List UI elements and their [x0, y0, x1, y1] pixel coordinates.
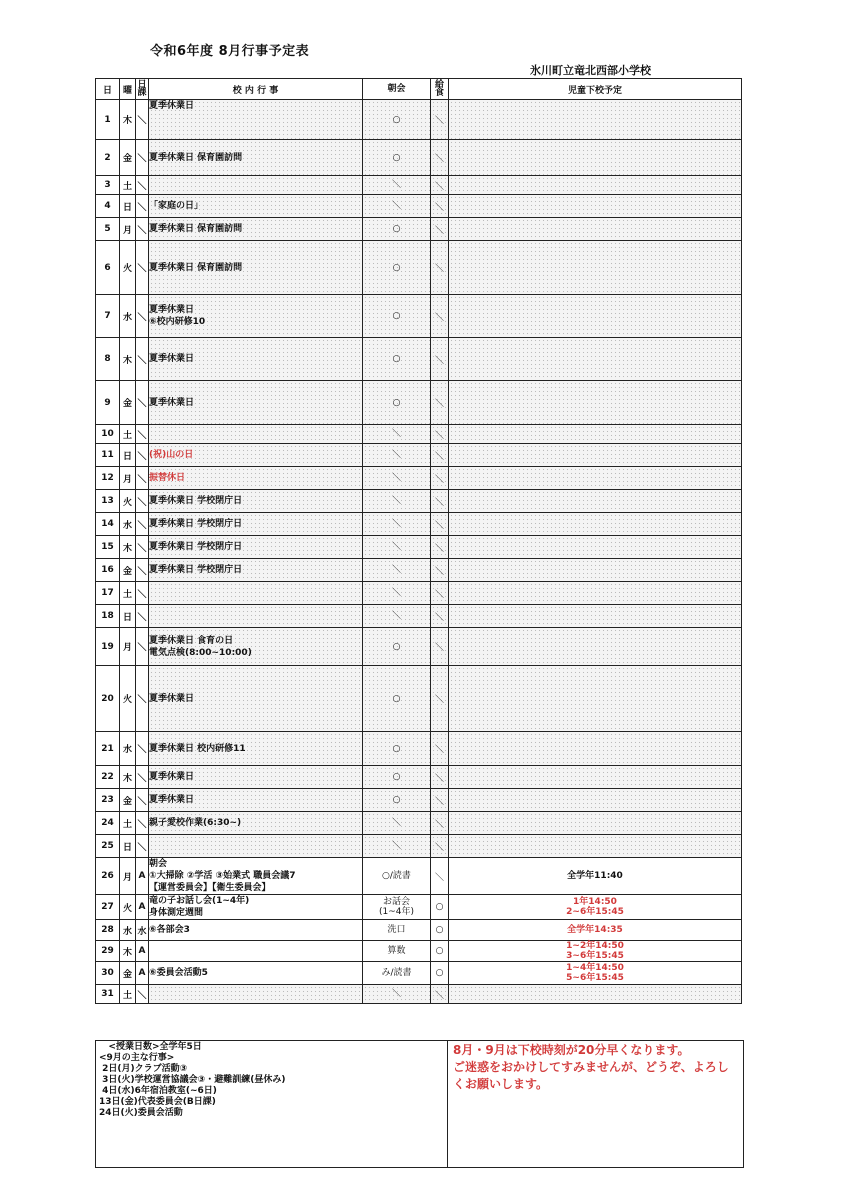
weekday-cell: 月 [120, 628, 136, 666]
table-row [96, 241, 742, 295]
dismissal-cell: 全学年11:40 [449, 858, 742, 895]
period-cell: ＼ [136, 628, 149, 666]
events-cell: 夏季休業日 [149, 338, 363, 381]
morning-cell: ＼ [363, 490, 431, 513]
weekday-cell: 木 [120, 100, 136, 140]
lunch-cell: ＼ [431, 766, 449, 789]
day-cell: 27 [96, 895, 120, 920]
period-cell: ＼ [136, 444, 149, 467]
events-cell: 夏季休業日 [149, 666, 363, 732]
period-cell: A [136, 941, 149, 962]
day-cell: 16 [96, 559, 120, 582]
dismissal-cell [449, 381, 742, 425]
lunch-cell: ＼ [431, 666, 449, 732]
notes-left-line: 4日(水)6年宿泊教室(~6日) [99, 1086, 217, 1096]
lunch-cell: ＼ [431, 559, 449, 582]
lunch-cell: ＼ [431, 425, 449, 444]
events-cell [149, 941, 363, 962]
day-cell: 8 [96, 338, 120, 381]
lunch-cell: ＼ [431, 218, 449, 241]
dismissal-cell [449, 536, 742, 559]
lunch-cell: ＼ [431, 985, 449, 1004]
table-row [96, 338, 742, 381]
lunch-cell: ＼ [431, 100, 449, 140]
period-cell: ＼ [136, 490, 149, 513]
weekday-cell: 木 [120, 766, 136, 789]
table-row [96, 218, 742, 241]
dismissal-cell [449, 812, 742, 835]
period-cell: A [136, 895, 149, 920]
period-cell: ＼ [136, 985, 149, 1004]
morning-cell: ＼ [363, 425, 431, 444]
period-cell: ＼ [136, 812, 149, 835]
lunch-cell: ○ [431, 895, 449, 920]
weekday-cell: 水 [120, 295, 136, 338]
events-cell: 竜の子お話し会(1~4年) 身体測定週間 [149, 895, 363, 920]
period-cell: 水 [136, 920, 149, 941]
day-cell: 18 [96, 605, 120, 628]
dismissal-notice [448, 1041, 743, 1167]
weekday-cell: 木 [120, 941, 136, 962]
table-row [96, 559, 742, 582]
notes-box [95, 1040, 744, 1168]
period-cell: ＼ [136, 582, 149, 605]
table-row [96, 176, 742, 195]
events-cell [149, 835, 363, 858]
notice-line: くお願いします。 [453, 1077, 549, 1091]
notes-left-line: 13日(金)代表委員会(B日課) [99, 1097, 216, 1107]
table-row [96, 140, 742, 176]
events-cell: 夏季休業日 [149, 766, 363, 789]
table-row [96, 605, 742, 628]
day-cell: 23 [96, 789, 120, 812]
table-row [96, 789, 742, 812]
events-cell [149, 582, 363, 605]
morning-cell: ＼ [363, 559, 431, 582]
dismissal-cell: 1年14:50 2~6年15:45 [449, 895, 742, 920]
morning-cell: ○ [363, 766, 431, 789]
weekday-cell: 火 [120, 666, 136, 732]
table-row [96, 295, 742, 338]
table-row [96, 835, 742, 858]
period-cell: ＼ [136, 100, 149, 140]
period-cell: ＼ [136, 536, 149, 559]
notice-line: ご迷惑をおかけしてすみませんが、どうぞ、よろし [453, 1060, 729, 1074]
dismissal-cell [449, 140, 742, 176]
events-cell: 夏季休業日 学校閉庁日 [149, 490, 363, 513]
morning-cell: ＼ [363, 985, 431, 1004]
morning-cell: ＼ [363, 444, 431, 467]
dismissal-cell [449, 195, 742, 218]
table-header-row [96, 79, 742, 100]
lunch-cell: ＼ [431, 513, 449, 536]
header-events: 校 内 行 事 [149, 79, 363, 100]
period-cell: ＼ [136, 766, 149, 789]
morning-cell: ○ [363, 218, 431, 241]
events-cell: 夏季休業日 [149, 381, 363, 425]
lunch-cell: ＼ [431, 605, 449, 628]
lunch-cell: ＼ [431, 582, 449, 605]
table-row [96, 858, 742, 895]
events-cell: 夏季休業日 校内研修11 [149, 732, 363, 766]
weekday-cell: 木 [120, 536, 136, 559]
dismissal-cell [449, 295, 742, 338]
table-row [96, 766, 742, 789]
weekday-cell: 日 [120, 444, 136, 467]
day-cell: 28 [96, 920, 120, 941]
morning-cell: ○ [363, 338, 431, 381]
lunch-cell: ＼ [431, 241, 449, 295]
day-cell: 12 [96, 467, 120, 490]
table-row [96, 941, 742, 962]
events-cell: 夏季休業日 保育園訪問 [149, 241, 363, 295]
lunch-cell: ＼ [431, 789, 449, 812]
weekday-cell: 月 [120, 858, 136, 895]
table-row [96, 425, 742, 444]
morning-cell: ＼ [363, 835, 431, 858]
dismissal-cell [449, 628, 742, 666]
lunch-cell: ＼ [431, 176, 449, 195]
morning-cell: ○ [363, 628, 431, 666]
september-events-notes [96, 1041, 448, 1167]
dismissal-cell [449, 666, 742, 732]
events-cell [149, 985, 363, 1004]
day-cell: 10 [96, 425, 120, 444]
events-cell: 夏季休業日 学校閉庁日 [149, 559, 363, 582]
notes-left-line: <授業日数>全学年5日 [99, 1042, 202, 1052]
table-row [96, 962, 742, 985]
table-row [96, 490, 742, 513]
dismissal-cell [449, 241, 742, 295]
period-cell: A [136, 858, 149, 895]
morning-cell: ○ [363, 666, 431, 732]
day-cell: 30 [96, 962, 120, 985]
day-cell: 7 [96, 295, 120, 338]
dismissal-cell: 1~4年14:50 5~6年15:45 [449, 962, 742, 985]
weekday-cell: 土 [120, 582, 136, 605]
morning-cell: み/読書 [363, 962, 431, 985]
events-cell [149, 425, 363, 444]
lunch-cell: ＼ [431, 490, 449, 513]
lunch-cell: ＼ [431, 195, 449, 218]
morning-cell: ＼ [363, 467, 431, 490]
day-cell: 3 [96, 176, 120, 195]
notes-left-line: 2日(月)クラブ活動③ [99, 1064, 188, 1074]
morning-cell: お話会 (1~4年) [363, 895, 431, 920]
weekday-cell: 日 [120, 835, 136, 858]
weekday-cell: 火 [120, 895, 136, 920]
weekday-cell: 金 [120, 140, 136, 176]
day-cell: 31 [96, 985, 120, 1004]
morning-cell: ＼ [363, 513, 431, 536]
dismissal-cell: 全学年14:35 [449, 920, 742, 941]
lunch-cell: ○ [431, 941, 449, 962]
period-cell: ＼ [136, 467, 149, 490]
events-cell: 夏季休業日 学校閉庁日 [149, 536, 363, 559]
period-cell: ＼ [136, 241, 149, 295]
period-cell: ＼ [136, 835, 149, 858]
day-cell: 19 [96, 628, 120, 666]
morning-cell: 算数 [363, 941, 431, 962]
header-dismissal: 児童下校予定 [449, 79, 742, 100]
morning-cell: ○/読書 [363, 858, 431, 895]
weekday-cell: 金 [120, 381, 136, 425]
events-cell: 朝会 ①大掃除 ②学活 ③始業式 職員会議7 【運営委員会】【衛生委員会】 [149, 858, 363, 895]
table-row [96, 513, 742, 536]
day-cell: 24 [96, 812, 120, 835]
weekday-cell: 火 [120, 490, 136, 513]
lunch-cell: ＼ [431, 467, 449, 490]
events-cell: (祝)山の日 [149, 444, 363, 467]
events-cell: 親子愛校作業(6:30~) [149, 812, 363, 835]
events-cell: ⑥委員会活動5 [149, 962, 363, 985]
period-cell: A [136, 962, 149, 985]
morning-cell: ＼ [363, 195, 431, 218]
events-cell: ⑥各部会3 [149, 920, 363, 941]
period-cell: ＼ [136, 559, 149, 582]
lunch-cell: ＼ [431, 628, 449, 666]
weekday-cell: 土 [120, 425, 136, 444]
events-cell [149, 176, 363, 195]
weekday-cell: 土 [120, 176, 136, 195]
notes-left-line: 24日(火)委員会活動 [99, 1108, 183, 1118]
period-cell: ＼ [136, 218, 149, 241]
notice-line: 8月・9月は下校時刻が20分早くなります。 [453, 1043, 690, 1057]
dismissal-cell [449, 425, 742, 444]
period-cell: ＼ [136, 195, 149, 218]
header-period: 日課 [137, 80, 147, 98]
day-cell: 29 [96, 941, 120, 962]
events-cell [149, 605, 363, 628]
lunch-cell: ＼ [431, 812, 449, 835]
school-name: 氷川町立竜北西部小学校 [530, 64, 651, 77]
lunch-cell: ＼ [431, 536, 449, 559]
table-row [96, 444, 742, 467]
day-cell: 25 [96, 835, 120, 858]
day-cell: 13 [96, 490, 120, 513]
day-cell: 26 [96, 858, 120, 895]
table-row [96, 920, 742, 941]
dismissal-cell [449, 100, 742, 140]
weekday-cell: 金 [120, 559, 136, 582]
day-cell: 4 [96, 195, 120, 218]
notes-left-line: <9月の主な行事> [99, 1053, 175, 1063]
weekday-cell: 金 [120, 789, 136, 812]
morning-cell: ＼ [363, 812, 431, 835]
dismissal-cell [449, 559, 742, 582]
dismissal-cell [449, 513, 742, 536]
events-cell: 夏季休業日 [149, 789, 363, 812]
dismissal-cell [449, 766, 742, 789]
table-row [96, 582, 742, 605]
lunch-cell: ○ [431, 962, 449, 985]
events-cell: 振替休日 [149, 467, 363, 490]
day-cell: 14 [96, 513, 120, 536]
table-row [96, 195, 742, 218]
lunch-cell: ＼ [431, 140, 449, 176]
notes-left-line: 3日(火)学校運営協議会③・避難訓練(昼休み) [99, 1075, 286, 1085]
schedule-table [95, 78, 742, 1004]
table-row [96, 732, 742, 766]
lunch-cell: ＼ [431, 295, 449, 338]
lunch-cell: ＼ [431, 381, 449, 425]
page-title: 令和6年度 8月行事予定表 [150, 44, 310, 59]
header-day: 日 [96, 79, 120, 100]
table-row [96, 812, 742, 835]
table-row [96, 381, 742, 425]
dismissal-cell [449, 490, 742, 513]
period-cell: ＼ [136, 789, 149, 812]
weekday-cell: 水 [120, 513, 136, 536]
day-cell: 17 [96, 582, 120, 605]
period-cell: ＼ [136, 176, 149, 195]
dismissal-cell [449, 985, 742, 1004]
events-cell: 夏季休業日 [149, 100, 363, 140]
dismissal-cell [449, 467, 742, 490]
day-cell: 5 [96, 218, 120, 241]
period-cell: ＼ [136, 338, 149, 381]
day-cell: 2 [96, 140, 120, 176]
morning-cell: 洗口 [363, 920, 431, 941]
events-cell: 夏季休業日 保育園訪問 [149, 140, 363, 176]
dismissal-cell [449, 176, 742, 195]
weekday-cell: 月 [120, 218, 136, 241]
lunch-cell: ＼ [431, 444, 449, 467]
dismissal-cell [449, 218, 742, 241]
day-cell: 6 [96, 241, 120, 295]
weekday-cell: 水 [120, 732, 136, 766]
morning-cell: ＼ [363, 536, 431, 559]
events-cell: 夏季休業日 保育園訪問 [149, 218, 363, 241]
events-cell: 夏季休業日 食育の日 電気点検(8:00~10:00) [149, 628, 363, 666]
period-cell: ＼ [136, 140, 149, 176]
table-row [96, 985, 742, 1004]
header-morning: 朝会 [363, 79, 431, 100]
morning-cell: ＼ [363, 176, 431, 195]
morning-cell: ○ [363, 295, 431, 338]
weekday-cell: 火 [120, 241, 136, 295]
dismissal-cell [449, 789, 742, 812]
morning-cell: ＼ [363, 582, 431, 605]
weekday-cell: 木 [120, 338, 136, 381]
table-row [96, 666, 742, 732]
period-cell: ＼ [136, 605, 149, 628]
period-cell: ＼ [136, 425, 149, 444]
period-cell: ＼ [136, 381, 149, 425]
dismissal-cell [449, 338, 742, 381]
morning-cell: ○ [363, 100, 431, 140]
dismissal-cell: 1~2年14:50 3~6年15:45 [449, 941, 742, 962]
events-cell: 夏季休業日 ⑥校内研修10 [149, 295, 363, 338]
table-row [96, 536, 742, 559]
table-row [96, 100, 742, 140]
morning-cell: ○ [363, 789, 431, 812]
period-cell: ＼ [136, 666, 149, 732]
weekday-cell: 金 [120, 962, 136, 985]
header-weekday: 曜 [120, 79, 136, 100]
lunch-cell: ＼ [431, 732, 449, 766]
weekday-cell: 日 [120, 605, 136, 628]
day-cell: 20 [96, 666, 120, 732]
weekday-cell: 土 [120, 985, 136, 1004]
events-cell: 「家庭の日」 [149, 195, 363, 218]
day-cell: 15 [96, 536, 120, 559]
weekday-cell: 日 [120, 195, 136, 218]
period-cell: ＼ [136, 295, 149, 338]
period-cell: ＼ [136, 732, 149, 766]
table-row [96, 467, 742, 490]
weekday-cell: 月 [120, 467, 136, 490]
morning-cell: ○ [363, 381, 431, 425]
lunch-cell: ＼ [431, 338, 449, 381]
dismissal-cell [449, 732, 742, 766]
lunch-cell: ○ [431, 920, 449, 941]
header-lunch: 給食 [431, 79, 449, 100]
day-cell: 9 [96, 381, 120, 425]
morning-cell: ○ [363, 241, 431, 295]
table-row [96, 628, 742, 666]
weekday-cell: 水 [120, 920, 136, 941]
lunch-cell: ＼ [431, 835, 449, 858]
day-cell: 21 [96, 732, 120, 766]
weekday-cell: 土 [120, 812, 136, 835]
events-cell: 夏季休業日 学校閉庁日 [149, 513, 363, 536]
dismissal-cell [449, 605, 742, 628]
morning-cell: ＼ [363, 605, 431, 628]
table-row [96, 895, 742, 920]
dismissal-cell [449, 835, 742, 858]
day-cell: 11 [96, 444, 120, 467]
lunch-cell: ＼ [431, 858, 449, 895]
day-cell: 22 [96, 766, 120, 789]
dismissal-cell [449, 582, 742, 605]
period-cell: ＼ [136, 513, 149, 536]
morning-cell: ○ [363, 140, 431, 176]
day-cell: 1 [96, 100, 120, 140]
dismissal-cell [449, 444, 742, 467]
morning-cell: ○ [363, 732, 431, 766]
